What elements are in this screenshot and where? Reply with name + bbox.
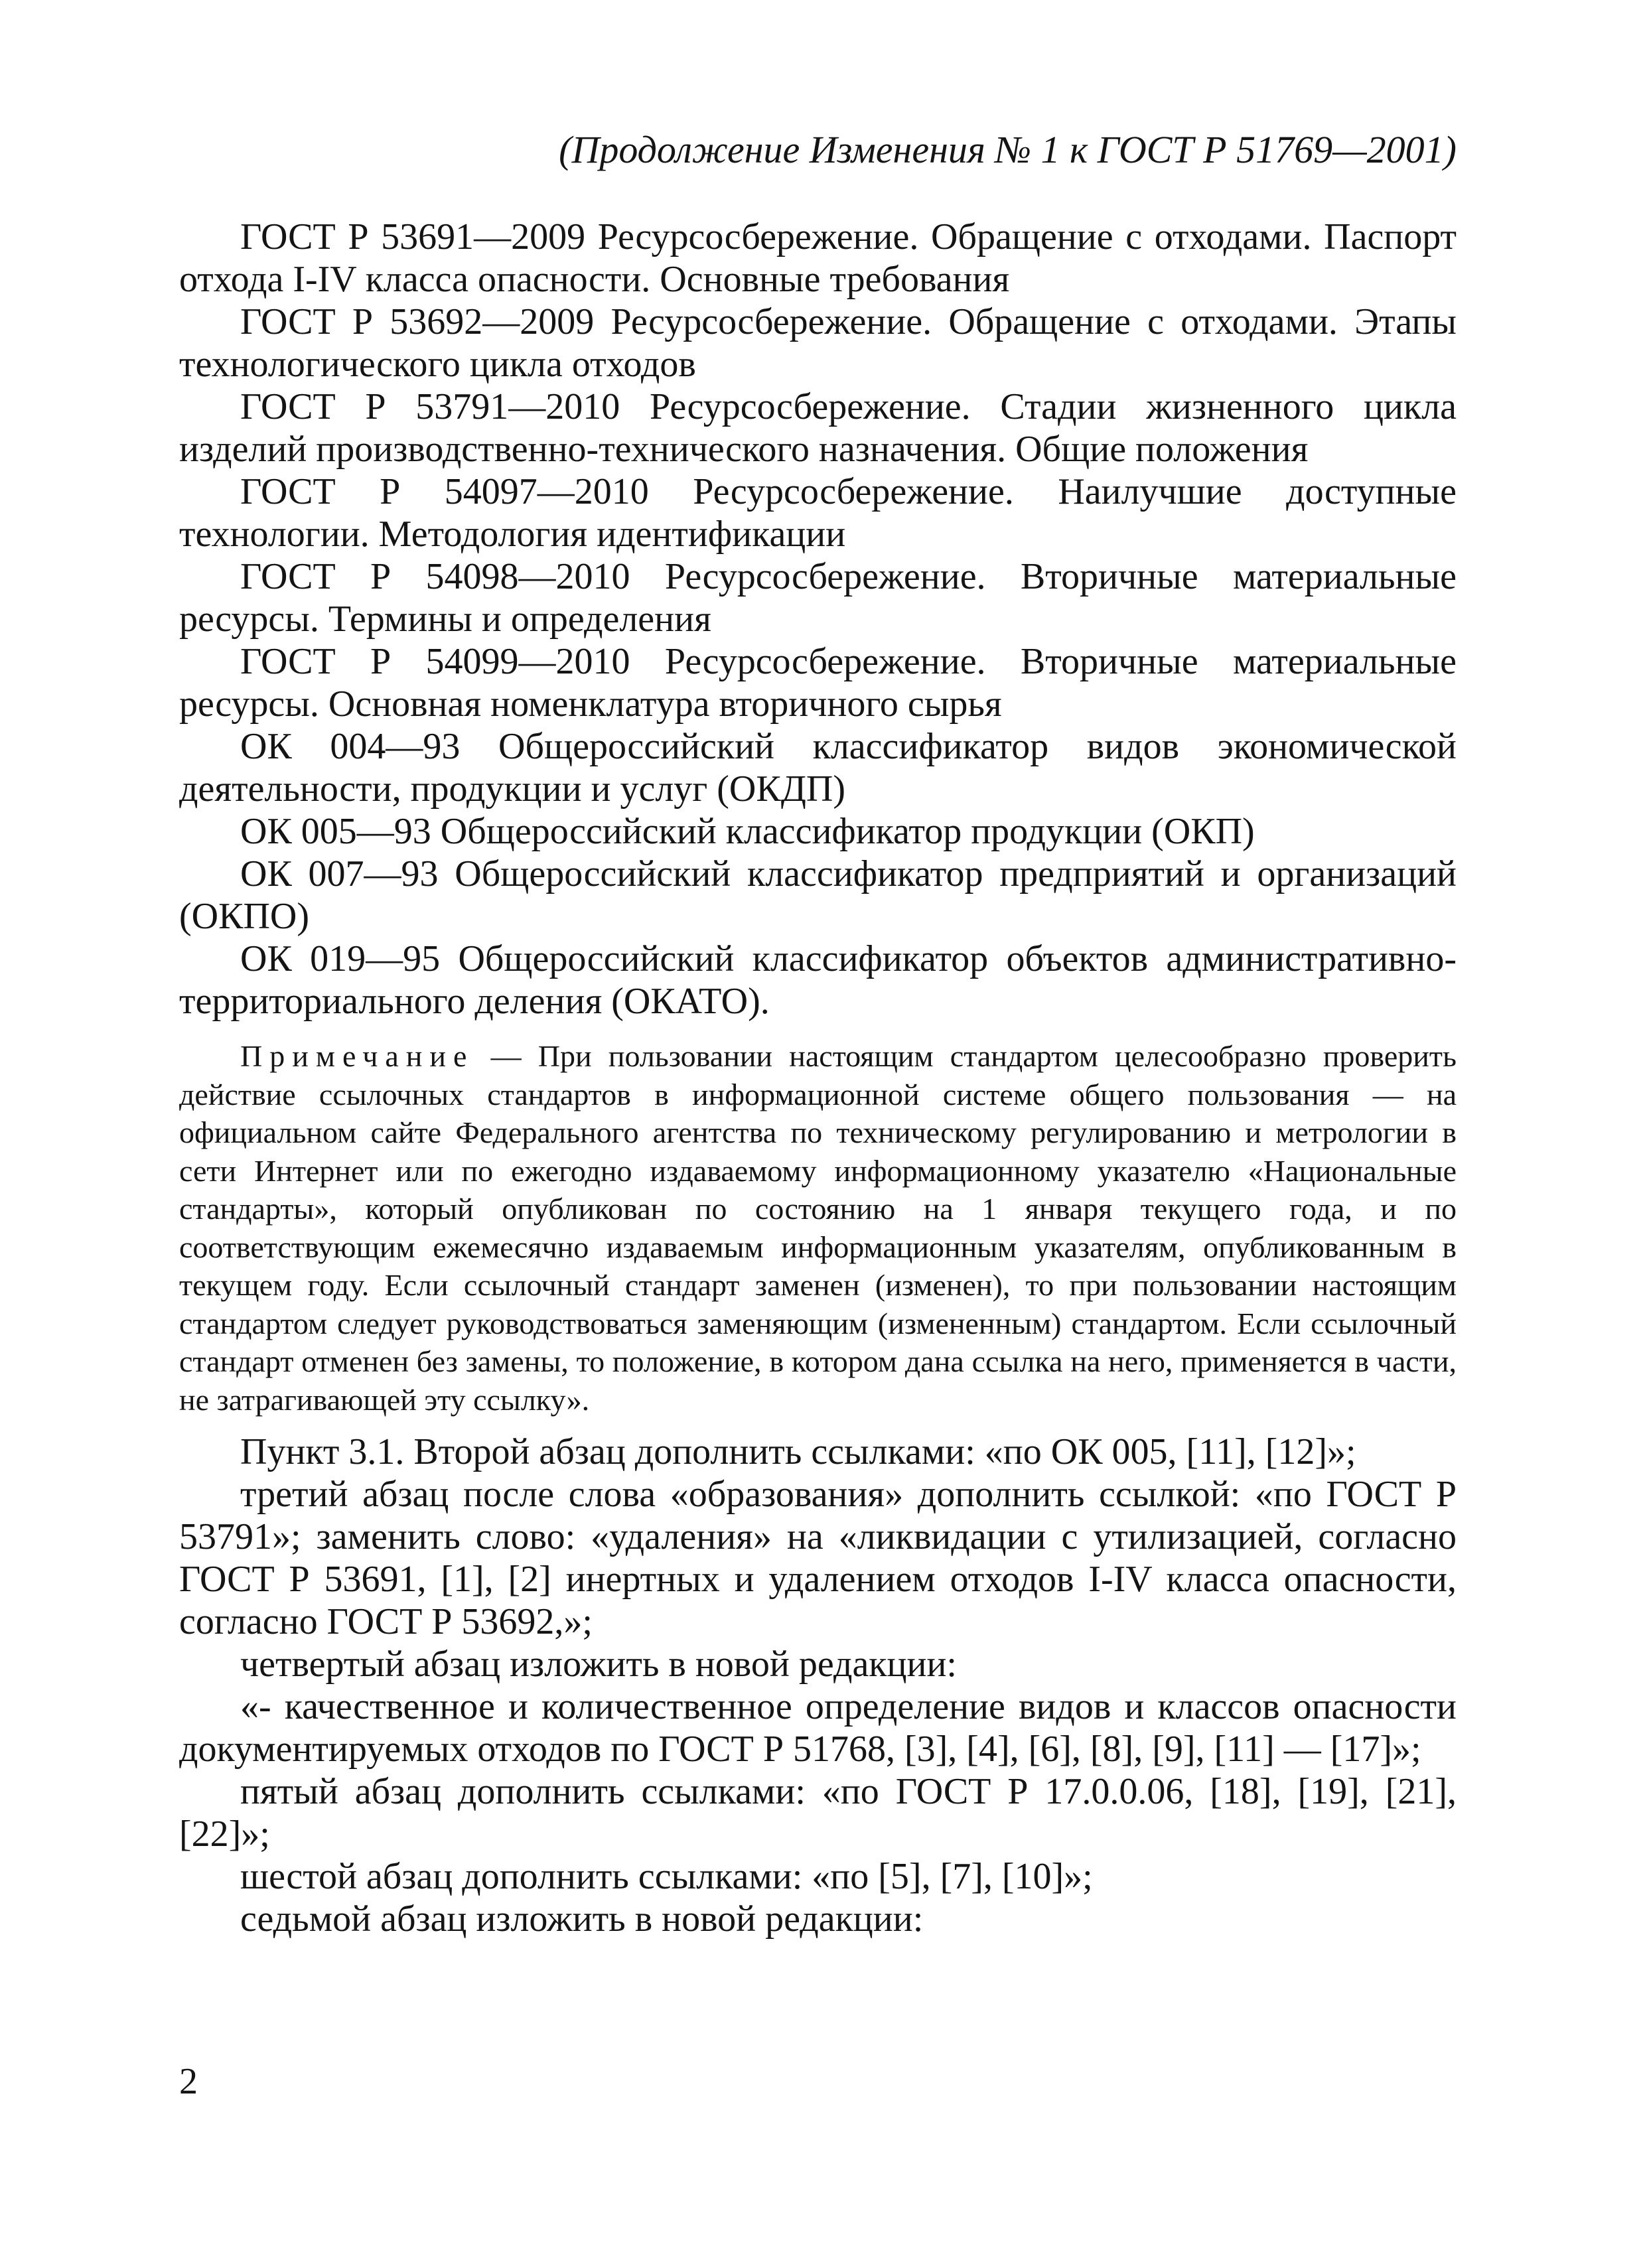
reference-ok-004: ОК 004—93 Общероссийский классификатор видов экономической деятельности, продукции и услуг (ОКДП): [179, 726, 1457, 810]
running-header: (Продолжение Изменения № 1 к ГОСТ Р 51769—2001): [559, 128, 1457, 171]
reference-gost-54098: ГОСТ Р 54098—2010 Ресурсосбережение. Вторичные материальные ресурсы. Термины и определения: [179, 556, 1457, 640]
amendment-fifth-paragraph: пятый абзац дополнить ссылками: «по ГОСТ Р 17.0.0.06, [18], [19], [21], [22]»;: [179, 1771, 1457, 1855]
page-number: 2: [179, 2061, 198, 2102]
document-body: [179, 216, 1457, 1940]
amendment-fourth-paragraph-text: «- качественное и количественное определение видов и классов опасности документируемых отходов по ГОСТ Р 51768, [3], [4], [6], [8], [9], [11] — [17]»;: [179, 1686, 1457, 1770]
amendment-clause-3-1-second: Пункт 3.1. Второй абзац дополнить ссылками: «по ОК 005, [11], [12]»;: [240, 1431, 1356, 1472]
reference-gost-54097: ГОСТ Р 54097—2010 Ресурсосбережение. Наилучшие доступные технологии. Методология идентификации: [179, 471, 1457, 555]
note-text: — При пользовании настоящим стандартом целесообразно проверить действие ссылочных стандартов в информационной системе общего пользования — на официальном сайте Федерального агентства по техническому регулированию и метрологии в сети Интернет или по ежегодно издаваемому информационному указателю «Национальные стандарты», который опубликован по состоянию на 1 января текущего года, и по соответствующим ежемесячно издаваемым информационным указателям, опубликованным в текущем году. Если ссылочный стандарт заменен (изменен), то при пользовании настоящим стандартом следует руководствоваться заменяющим (измененным) стандартом. Если ссылочный стандарт отменен без замены, то положение, в котором дана ссылка на него, применяется в части, не затрагивающей эту ссылку».: [179, 1039, 1457, 1417]
reference-gost-54099: ГОСТ Р 54099—2010 Ресурсосбережение. Вторичные материальные ресурсы. Основная номенклатура вторичного сырья: [179, 641, 1457, 725]
amendment-third-paragraph: третий абзац после слова «образования» дополнить ссылкой: «по ГОСТ Р 53791»; заменить слово: «удаления» на «ликвидации с утилизацией, согласно ГОСТ Р 53691, [1], [2] инертных и удалением отходов I-IV класса опасности, согласно ГОСТ Р 53692,»;: [179, 1474, 1457, 1642]
reference-ok-007: ОК 007—93 Общероссийский классификатор предприятий и организаций (ОКПО): [179, 853, 1457, 937]
amendment-fourth-paragraph: четвертый абзац изложить в новой редакции:: [240, 1644, 957, 1685]
note-block: [179, 1037, 1457, 1419]
reference-gost-53791: ГОСТ Р 53791—2010 Ресурсосбережение. Стадии жизненного цикла изделий производственно-технического назначения. Общие положения: [179, 386, 1457, 470]
reference-ok-005: ОК 005—93 Общероссийский классификатор продукции (ОКП): [240, 811, 1255, 852]
reference-ok-019: ОК 019—95 Общероссийский классификатор объектов административно-территориального деления (ОКАТО).: [179, 938, 1457, 1022]
reference-gost-53691: ГОСТ Р 53691—2009 Ресурсосбережение. Обращение с отходами. Паспорт отхода I-IV класса опасности. Основные требования: [179, 216, 1457, 300]
note-label: Примечание: [240, 1039, 474, 1073]
amendment-seventh-paragraph: седьмой абзац изложить в новой редакции:: [240, 1898, 924, 1940]
amendment-sixth-paragraph: шестой абзац дополнить ссылками: «по [5], [7], [10]»;: [240, 1856, 1093, 1897]
reference-gost-53692: ГОСТ Р 53692—2009 Ресурсосбережение. Обращение с отходами. Этапы технологического цикла отходов: [179, 301, 1457, 385]
